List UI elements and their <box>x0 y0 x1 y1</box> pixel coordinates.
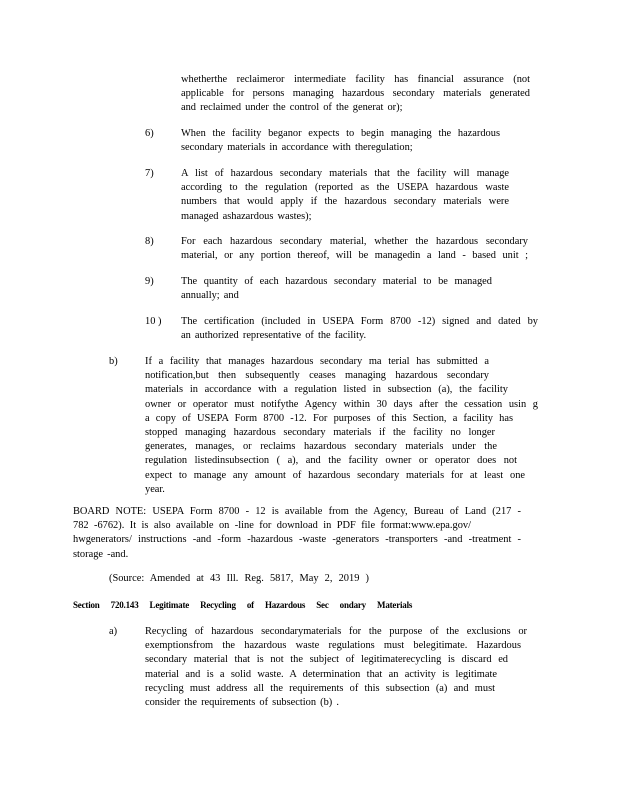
text-line: secondary materials in accordance with theregulation; <box>181 142 413 154</box>
item-number: 6) <box>145 128 154 139</box>
text-line: When the facility beganor expects to begin managing the hazardous <box>181 128 500 139</box>
text-line: an authorized representative of the facility. <box>181 330 367 342</box>
text-line: stopped managing hazardous secondary materials if the facility no longer <box>145 427 495 439</box>
text-line: exemptionsfrom the hazardous waste regulations must belegitimate. Hazardous <box>145 640 521 652</box>
text-line: year. <box>145 483 165 495</box>
item-number: 10 ) <box>145 316 162 327</box>
text-line: applicable for persons managing hazardous secondary materials generated <box>181 88 530 100</box>
source-note <box>109 572 369 586</box>
text-line: The certification (included in USEPA Form 8700 -12) signed and dated by <box>181 316 538 327</box>
text-line: and reclaimed under the control of the generat or); <box>181 102 403 114</box>
text-line: If a facility that manages hazardous secondary ma terial has submitted a <box>145 356 489 367</box>
text-line: BOARD NOTE: USEPA Form 8700 - 12 is available from the Agency, Bureau of Land (217 - <box>73 506 521 517</box>
text-line: notification,but then subsequently ceases managing hazardous secondary <box>145 370 489 382</box>
item-number: 8) <box>145 236 154 247</box>
list-item-6 <box>181 127 500 155</box>
text-line: The quantity of each hazardous secondary material to be managed <box>181 276 492 287</box>
text-line: consider the requirements of subsection (b) . <box>145 697 339 709</box>
text-line: generates, manages, or reclaims hazardous secondary materials under the <box>145 441 497 453</box>
text-line: secondary material that is not the subject of legitimaterecycling is discard ed <box>145 654 508 666</box>
text-line: a copy of USEPA Form 8700 -12. For purposes of this Section, a facility has <box>145 412 513 424</box>
text-line: annually; and <box>181 290 239 302</box>
text-line: according to the regulation (reported as the USEPA hazardous waste <box>181 182 509 194</box>
text-line: 782 -6762). It is also available on -line for download in PDF file format:www.epa.gov/ <box>73 520 471 532</box>
text-line: expect to manage any amount of hazardous secondary materials for at least one <box>145 469 525 481</box>
text-line: Recycling of hazardous secondarymaterials for the purpose of the exclusions or <box>145 626 527 637</box>
subsection-label: b) <box>109 356 118 367</box>
text-line: numbers that would apply if the hazardous secondary materials were <box>181 196 509 208</box>
text-line: material, or any portion thereof, will be managedin a land - based unit ; <box>181 250 528 262</box>
text-line: For each hazardous secondary material, whether the hazardous secondary <box>181 236 528 247</box>
subsection-b <box>145 355 538 497</box>
text-line: A list of hazardous secondary materials that the facility will manage <box>181 168 509 179</box>
text-line: managed ashazardous wastes); <box>181 210 312 222</box>
text-line: owner or operator must notifythe Agency within 30 days after the cessation usin g <box>145 398 538 410</box>
subsection-a <box>145 625 527 710</box>
text-line: storage -and. <box>73 548 129 560</box>
text-line: hwgenerators/ instructions -and -form -hazardous -waste -generators -transporters -and -treatment - <box>73 534 521 546</box>
list-item-8 <box>181 235 528 263</box>
text-line: materials in accordance with a regulation listed in subsection (a), the facility <box>145 384 508 396</box>
item-number: 9) <box>145 276 154 287</box>
text-line: (Source: Amended at 43 Ill. Reg. 5817, May 2, 2019 ) <box>109 573 369 584</box>
text-line: recycling must address all the requirements of this subsection (a) and must <box>145 682 495 694</box>
item-5-continuation <box>181 73 530 116</box>
list-item-7 <box>181 167 509 224</box>
item-number: 7) <box>145 168 154 179</box>
board-note <box>73 505 521 562</box>
text-line: material and is a solid waste. A determination that an activity is legitimate <box>145 668 497 680</box>
text-line: whetherthe reclaimeror intermediate facility has financial assurance (not <box>181 74 530 85</box>
list-item-9 <box>181 275 492 303</box>
text-line: regulation listedinsubsection ( a), and the facility owner or operator does not <box>145 455 517 467</box>
section-heading: Section 720.143 Legitimate Recycling of Hazardous Sec ondary Materials <box>73 600 413 610</box>
subsection-label: a) <box>109 626 118 637</box>
list-item-10 <box>181 315 538 343</box>
